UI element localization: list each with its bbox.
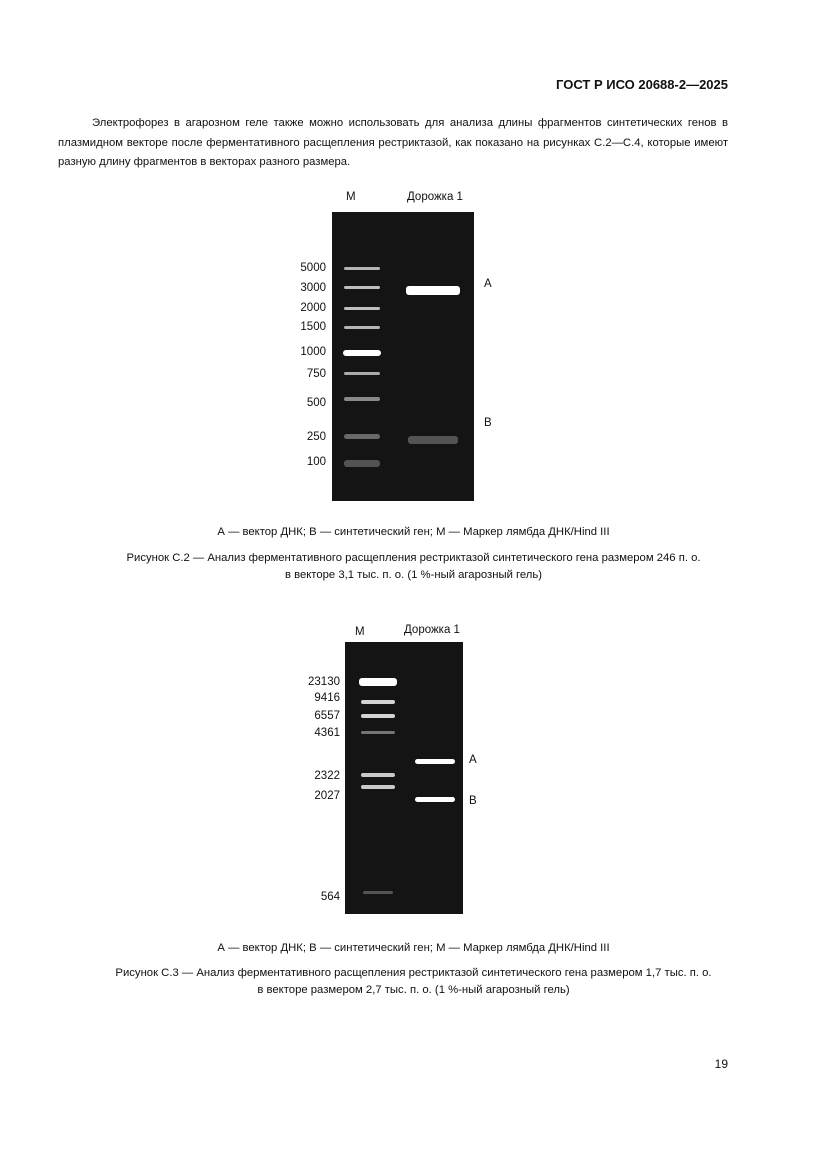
fig1-marker-band <box>344 460 380 467</box>
fig2-band-vector <box>415 759 455 764</box>
fig1-marker-label: 3000 <box>300 282 326 294</box>
fig2-marker-band <box>361 700 395 704</box>
fig2-marker-label: 2322 <box>314 770 340 782</box>
fig1-lane-1-label: Дорожка 1 <box>407 191 463 203</box>
fig2-marker-label: 9416 <box>314 692 340 704</box>
fig2-marker-band <box>359 678 397 686</box>
intro-paragraph <box>58 114 728 173</box>
fig1-marker-band <box>344 372 380 375</box>
fig2-band-a-label: A <box>469 754 477 766</box>
fig1-marker-label: 1000 <box>300 346 326 358</box>
fig2-marker-band <box>363 891 393 894</box>
fig2-marker-label: 6557 <box>314 710 340 722</box>
document-id: ГОСТ Р ИСО 20688-2—2025 <box>556 77 728 92</box>
fig1-marker-band <box>344 307 380 310</box>
fig1-marker-band <box>344 267 380 270</box>
fig2-marker-band <box>361 785 395 789</box>
fig1-marker-band <box>344 397 380 401</box>
fig1-band-gene <box>408 436 458 444</box>
fig1-caption-line2: в векторе 3,1 тыс. п. о. (1 %-ный агарозный гель) <box>284 569 543 581</box>
fig1-caption-line1: Рисунок С.2 — Анализ ферментативного расщепления рестриктазой синтетического гена размером 246 п. о. <box>126 552 701 564</box>
fig2-caption-line1: Рисунок С.3 — Анализ ферментативного расщепления рестриктазой синтетического гена размером 1,7 тыс. п. о. <box>115 967 712 979</box>
page-number: 19 <box>714 1057 728 1071</box>
fig2-marker-label: 23130 <box>308 676 340 688</box>
fig1-lane-m-label: M <box>346 191 356 203</box>
fig2-caption <box>0 965 827 999</box>
fig1-gel-image <box>332 212 474 501</box>
fig2-lane-m-label: M <box>355 626 365 638</box>
fig1-marker-label: 100 <box>306 456 326 468</box>
fig1-band-b-label: B <box>484 417 492 429</box>
fig1-marker-label: 2000 <box>300 302 326 314</box>
fig2-band-b-label: B <box>469 795 477 807</box>
fig2-gel-image <box>345 642 463 914</box>
fig2-band-gene <box>415 797 455 802</box>
fig2-marker-label: 2027 <box>314 790 340 802</box>
intro-text: Электрофорез в агарозном геле также можно использовать для анализа длины фрагментов синтетических генов в плазмидном векторе после ферментативного расщепления рестриктазой, как показано на рисунках С.2—С.4, которые имеют разную длину фрагментов в векторах разного размера. <box>58 117 728 168</box>
fig1-marker-band <box>344 326 380 329</box>
fig2-marker-label: 564 <box>320 891 340 903</box>
fig1-marker-label: 500 <box>306 397 326 409</box>
fig1-marker-label: 5000 <box>300 262 326 274</box>
fig2-marker-band <box>361 714 395 718</box>
fig1-marker-label: 250 <box>306 431 326 443</box>
fig2-marker-label: 4361 <box>314 727 340 739</box>
fig2-marker-band <box>361 773 395 777</box>
fig2-caption-line2: в векторе размером 2,7 тыс. п. о. (1 %-ный агарозный гель) <box>257 984 570 996</box>
fig2-marker-band <box>361 731 395 734</box>
fig1-marker-band <box>344 434 380 439</box>
fig1-marker-label: 750 <box>306 368 326 380</box>
fig1-caption <box>0 550 827 584</box>
fig2-lane-1-label: Дорожка 1 <box>404 624 460 636</box>
fig1-legend: А — вектор ДНК; В — синтетический ген; М — Маркер лямбда ДНК/Hind III <box>217 526 610 538</box>
fig1-marker-band <box>343 350 381 356</box>
fig2-legend: А — вектор ДНК; В — синтетический ген; М — Маркер лямбда ДНК/Hind III <box>217 942 610 954</box>
fig1-band-a-label: A <box>484 278 492 290</box>
fig1-marker-label: 1500 <box>300 321 326 333</box>
fig1-band-vector <box>406 286 460 295</box>
fig1-marker-band <box>344 286 380 289</box>
